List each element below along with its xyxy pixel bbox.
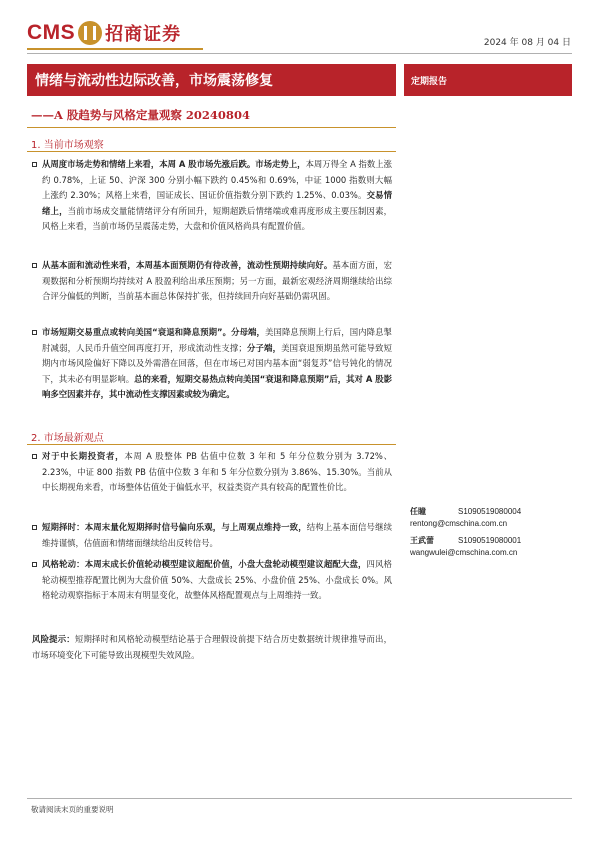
risk-label: 风险提示： (32, 634, 75, 644)
paragraph-body: 本周 A 股整体 PB 估值中位数 3 年和 5 年分位数分别为 3.72%、2.23%，中证 800 指数 PB 估值中位数 3 年和 5 年分位数分别为 3.86%、15.30%。当前从中长期视角来看，市场整体估值处于偏低水平，权益类资产具有较高的配置性价比。 (42, 451, 393, 493)
paragraph-lead: 从基本面和流动性来看，本周基本面预期仍有待改善，流动性预期持续向好。 (42, 260, 333, 270)
risk-text: 短期择时和风格轮动模型结论基于合理假设前提下结合历史数据统计规律推导而出，市场环境变化下可能导致出现模型失效风险。 (32, 634, 393, 660)
analyst-name: 任瞳 (410, 507, 426, 516)
paragraph-body: 基本面方面，宏观数据和分析预期均持续对 A 股盈利给出承压预期；另一方面，最新宏观经济周期继续给出综合评分偏低的判断，当前基本面总体保持扩张，但持续回升向好基础仍需巩固。 (42, 260, 393, 302)
analyst-name: 王武蕾 (410, 536, 434, 545)
header-divider (27, 53, 572, 54)
report-type-banner (404, 64, 572, 96)
report-date: 2024 年 08 月 04 日 (483, 38, 571, 48)
footer-divider (27, 798, 572, 799)
section-heading-current-market: 1. 当前市场观察 (31, 140, 104, 151)
logo-underline (27, 48, 203, 50)
paragraph-lead: 市场短期交易重点或转向美国“衰退和降息预期”。分母端， (42, 327, 266, 337)
paragraph-body: 本周万得全 A 指数上涨约 0.78%，上证 50、沪深 300 分别小幅下跌约 0.45%和 0.69%，中证 1000 指数则大幅上涨约 2.30%；风格上来看，国证成长、国证价值指数分别下跌约 1.25%、0.03%。 (42, 159, 392, 201)
section-heading-latest-views: 2. 市场最新观点 (31, 433, 104, 444)
analyst-email[interactable]: rentong@cmschina.com.cn (410, 519, 508, 528)
risk-warning (32, 632, 392, 663)
logo-text: CMS (27, 21, 76, 44)
logo-chinese-name: 招商证券 (105, 24, 182, 45)
checkbox-bullet-icon (32, 525, 37, 530)
paragraph-lead: 交易情绪上， (42, 190, 393, 216)
company-logo (27, 18, 181, 48)
analyst-cert: S1090519080001 (458, 536, 522, 545)
subtitle-divider (27, 127, 396, 128)
checkbox-bullet-icon (32, 263, 37, 268)
report-type-label: 定期报告 (411, 76, 448, 87)
analyst-card (410, 506, 521, 530)
analyst-card (410, 535, 521, 559)
paragraph-body: 美国降息预期上行后，国内降息掣肘减弱，人民币升值空间再度打开，形成流动性支撑； (42, 327, 393, 353)
report-subtitle: ——A 股趋势与风格定量观察 20240804 (31, 108, 250, 122)
logo-badge-icon (78, 21, 102, 45)
paragraph-conclusion: 总的来看，短期交易热点转向美国“衰退和降息预期”后，其对 A 股影响多空因素并存，其中流动性支撑因素或较为确定。 (42, 373, 392, 400)
checkbox-bullet-icon (32, 454, 37, 459)
paragraph-body: 当前市场成交量能情绪评分有所回升，短期超跌后情绪端或难再度形成主要压制因素，风格上来看，当前市场仍呈震荡走势，大盘和价值风格尚具有配置价值。 (42, 205, 393, 232)
paragraph-lead: 对于中长期投资者， (42, 451, 125, 461)
section-divider (27, 151, 396, 152)
paragraph-body: 结构上基本面信号继续维持谨慎，估值面和情绪面继续给出反转信号。 (42, 522, 393, 548)
checkbox-bullet-icon (32, 562, 37, 567)
paragraph-us-recession (32, 325, 392, 403)
paragraph-long-term (32, 449, 392, 496)
paragraph-lead: 风格轮动：本周末成长价值轮动模型建议超配价值，小盘大盘轮动模型建议超配大盘， (42, 559, 367, 569)
section-divider (27, 444, 396, 445)
paragraph-fundamentals (32, 258, 392, 305)
paragraph-style-rotation (32, 557, 392, 604)
paragraph-lead: 从周度市场走势和情绪上来看，本周 A 股市场先涨后跌。市场走势上， (42, 159, 306, 169)
checkbox-bullet-icon (32, 330, 37, 335)
paragraph-short-term-timing (32, 520, 392, 551)
report-title: 情绪与流动性边际改善，市场震荡修复 (35, 73, 273, 89)
paragraph-lead: 分子端， (246, 342, 282, 353)
paragraph-lead: 短期择时：本周末量化短期择时信号偏向乐观，与上周观点维持一致， (42, 522, 307, 532)
title-banner (27, 64, 396, 96)
footer-disclaimer: 敬请阅读末页的重要说明 (31, 805, 114, 814)
paragraph-body: 四风格轮动模型推荐配置比例为大盘价值 50%、大盘成长 25%、小盘价值 25%、小盘成长 0%。风格轮动观察指标于本周末有明显变化，故整体风格配置观点与上周维持一致。 (42, 559, 393, 601)
checkbox-bullet-icon (32, 162, 37, 167)
paragraph-body: 美国衰退预期虽然可能导致短期内市场风险偏好下降以及外需潜在回落，但在市场已对国内基本面“弱复苏”信号钝化的情况下，其未必有明显影响。 (42, 342, 393, 384)
analyst-email[interactable]: wangwulei@cmschina.com.cn (410, 548, 518, 557)
analyst-cert: S1090519080004 (458, 507, 522, 516)
paragraph-market-trend (32, 157, 392, 235)
